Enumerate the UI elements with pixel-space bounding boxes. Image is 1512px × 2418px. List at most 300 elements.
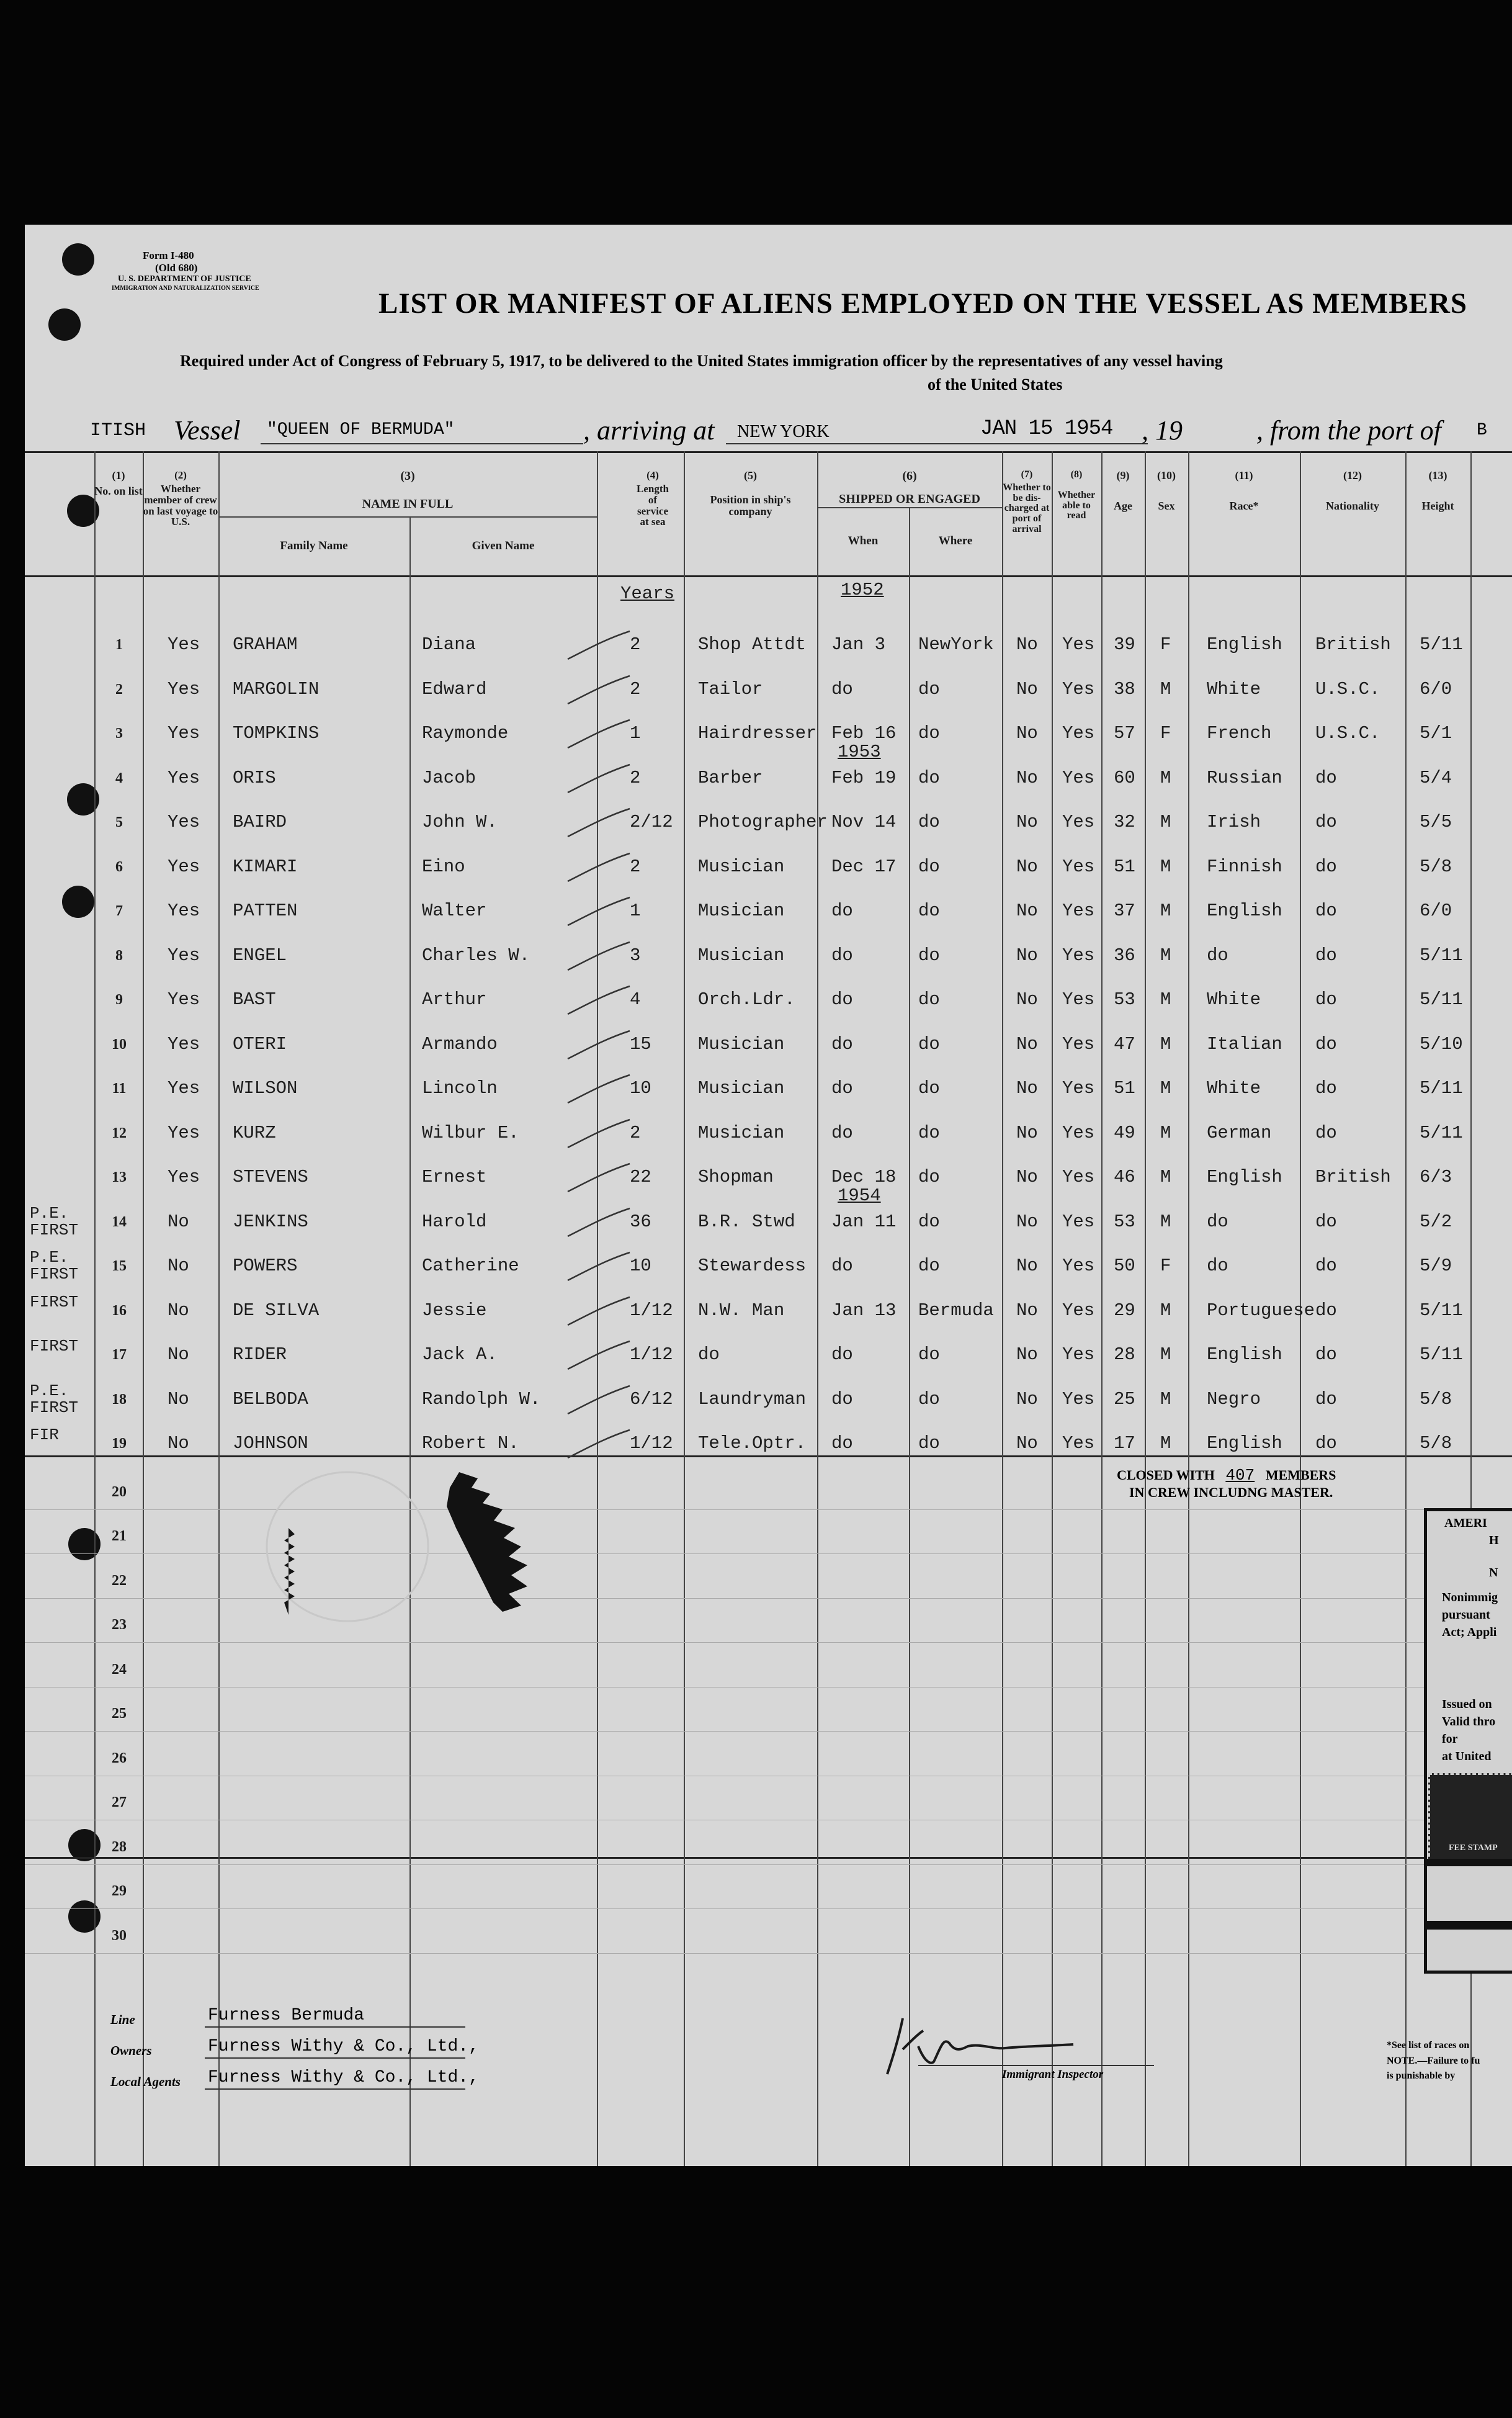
col-header-7: (7) Whether to be dis-charged at port of arrival: [1003, 469, 1051, 534]
cell-given: Robert N.: [422, 1433, 519, 1454]
cell-height: 5/11: [1420, 1300, 1463, 1321]
cell-disch: No: [1016, 767, 1038, 788]
cell-age: 36: [1114, 945, 1135, 966]
cell-given: Armando: [422, 1033, 498, 1054]
cell-height: 5/11: [1420, 1078, 1463, 1099]
cell-disch: No: [1016, 856, 1038, 877]
cell-height: 5/4: [1420, 767, 1452, 788]
col-header-6b: Where: [938, 534, 973, 547]
cell-given: Harold: [422, 1211, 487, 1232]
cell-sex: M: [1160, 1344, 1171, 1365]
binder-hole: [68, 1900, 101, 1933]
cell-given: John W.: [422, 812, 498, 832]
cell-height: 5/11: [1420, 1122, 1463, 1143]
check-mark: [565, 628, 633, 665]
cell-sex: M: [1160, 1300, 1171, 1321]
row-number: 27: [112, 1794, 127, 1810]
cell-given: Wilbur E.: [422, 1122, 519, 1143]
cell-age: 53: [1114, 1211, 1135, 1232]
check-mark: [565, 1028, 633, 1065]
cell-crew: Yes: [168, 989, 200, 1010]
arrival-port: NEW YORK: [737, 422, 830, 441]
cell-crew: Yes: [168, 1167, 200, 1187]
cell-height: 5/11: [1420, 1344, 1463, 1365]
cell-race: English: [1207, 1344, 1282, 1365]
cell-where: do: [918, 812, 940, 832]
cell-nat: do: [1315, 1078, 1337, 1099]
cell-given: Charles W.: [422, 945, 530, 966]
cell-height: 5/8: [1420, 1433, 1452, 1454]
cell-crew: Yes: [168, 767, 200, 788]
cell-family: POWERS: [233, 1256, 298, 1276]
cell-service: 1/12: [630, 1433, 673, 1454]
owners-label: Owners: [110, 2043, 152, 2058]
cell-nat: do: [1315, 1300, 1337, 1321]
cell-race: White: [1207, 678, 1261, 699]
cell-age: 39: [1114, 634, 1135, 655]
cell-race: Irish: [1207, 812, 1261, 832]
cell-age: 29: [1114, 1300, 1135, 1321]
cell-position: B.R. Stwd: [698, 1211, 795, 1232]
cell-position: Photographer: [698, 812, 828, 832]
cell-age: 50: [1114, 1256, 1135, 1276]
cell-height: 5/11: [1420, 945, 1463, 966]
cell-race: White: [1207, 1078, 1261, 1099]
cell-race: Portuguese: [1207, 1300, 1315, 1321]
cell-read: Yes: [1062, 945, 1095, 966]
cell-given: Walter: [422, 901, 487, 921]
cell-when: Feb 16: [831, 723, 897, 744]
cell-nat: do: [1315, 1256, 1337, 1276]
cell-given: Catherine: [422, 1256, 519, 1276]
check-mark: [565, 894, 633, 932]
cell-disch: No: [1016, 989, 1038, 1010]
cell-height: 5/8: [1420, 1388, 1452, 1409]
cell-where: do: [918, 1167, 940, 1187]
cell-disch: No: [1016, 723, 1038, 744]
document-subtitle-2: of the United States: [928, 375, 1063, 393]
cell-family: JENKINS: [233, 1211, 308, 1232]
cell-sex: M: [1160, 1122, 1171, 1143]
class-annotation: FIRST: [30, 1292, 79, 1311]
class-annotation: FIR: [30, 1426, 59, 1444]
cell-disch: No: [1016, 901, 1038, 921]
cell-race: German: [1207, 1122, 1272, 1143]
cell-nat: do: [1315, 1033, 1337, 1054]
cell-height: 6/0: [1420, 901, 1452, 921]
ruled-line: [25, 1731, 1512, 1732]
cell-position: Laundryman: [698, 1388, 807, 1409]
cell-sex: M: [1160, 1033, 1171, 1054]
row-number: 19: [112, 1436, 127, 1452]
cell-family: BELBODA: [233, 1388, 308, 1409]
cell-sex: M: [1160, 1433, 1171, 1454]
col-header-9: (9) Age: [1114, 469, 1132, 512]
cell-when-year: 1954: [838, 1185, 881, 1206]
cell-nat: do: [1315, 901, 1337, 921]
cell-when-year: 1953: [838, 742, 881, 762]
from-port-value: B: [1477, 421, 1487, 440]
row-number: 3: [115, 726, 123, 742]
year-label: , 19: [1142, 415, 1183, 446]
cell-race: English: [1207, 1433, 1282, 1454]
row-number: 14: [112, 1213, 127, 1230]
check-mark: [565, 1161, 633, 1198]
cell-crew: Yes: [168, 723, 200, 744]
cell-age: 37: [1114, 901, 1135, 921]
cell-nat: do: [1315, 1344, 1337, 1365]
cell-position: Musician: [698, 856, 785, 877]
cell-read: Yes: [1062, 1256, 1095, 1276]
cell-age: 51: [1114, 1078, 1135, 1099]
cell-service: 22: [630, 1167, 651, 1187]
col-header-6: (6) SHIPPED OR ENGAGED: [839, 469, 980, 506]
row-number: 24: [112, 1661, 127, 1678]
cell-family: WILSON: [233, 1078, 298, 1099]
document-title: LIST OR MANIFEST OF ALIENS EMPLOYED ON THE VESSEL AS MEMBERS: [378, 287, 1468, 320]
cell-nat: do: [1315, 989, 1337, 1010]
cell-given: Lincoln: [422, 1078, 498, 1099]
cell-crew: Yes: [168, 1122, 200, 1143]
cell-crew: No: [168, 1344, 189, 1365]
check-mark: [565, 1072, 633, 1109]
cell-sex: F: [1160, 1256, 1171, 1276]
col-header-12: (12) Nationality: [1325, 469, 1379, 512]
cell-family: DE SILVA: [233, 1300, 320, 1321]
row-number: 21: [112, 1528, 127, 1544]
years-unit-label: Years: [620, 583, 675, 604]
cell-when: Dec 17: [831, 856, 897, 877]
cell-service: 4: [630, 989, 641, 1010]
cell-family: RIDER: [233, 1344, 287, 1365]
cell-race: English: [1207, 634, 1282, 655]
cell-race: do: [1207, 1256, 1228, 1276]
arrival-date-stamp: JAN 15 1954: [980, 417, 1113, 441]
cell-sex: M: [1160, 1167, 1171, 1187]
cell-sex: M: [1160, 767, 1171, 788]
cell-where: do: [918, 856, 940, 877]
cell-family: OTERI: [233, 1033, 287, 1054]
form-service: IMMIGRATION AND NATURALIZATION SERVICE: [112, 285, 259, 292]
cell-where: do: [918, 1256, 940, 1276]
row-number: 4: [115, 770, 123, 786]
cell-sex: F: [1160, 634, 1171, 655]
row-number: 13: [112, 1169, 127, 1185]
row-number: 29: [112, 1883, 127, 1899]
cell-position: Tailor: [698, 678, 763, 699]
cell-service: 3: [630, 945, 641, 966]
cell-family: ENGEL: [233, 945, 287, 966]
cell-when: do: [831, 1433, 853, 1454]
ruled-line: [25, 1642, 1512, 1643]
cell-service: 2/12: [630, 812, 673, 832]
cell-service: 2: [630, 856, 641, 877]
binder-hole: [62, 243, 94, 276]
cell-when: Dec 18: [831, 1167, 897, 1187]
cell-read: Yes: [1062, 1211, 1095, 1232]
cell-read: Yes: [1062, 856, 1095, 877]
cell-given: Jack A.: [422, 1344, 498, 1365]
cell-when: Jan 11: [831, 1211, 897, 1232]
cell-where: do: [918, 989, 940, 1010]
cell-position: Hairdresser: [698, 723, 817, 744]
cell-height: 5/10: [1420, 1033, 1463, 1054]
manifest-sheet: [25, 225, 1512, 2166]
check-mark: [565, 762, 633, 799]
penalty-note: is punishable by: [1387, 2070, 1456, 2081]
cell-nat: do: [1315, 1388, 1337, 1409]
cell-where: do: [918, 901, 940, 921]
cell-nat: do: [1315, 767, 1337, 788]
row-number: 23: [112, 1617, 127, 1633]
cell-family: PATTEN: [233, 901, 298, 921]
check-mark: [565, 983, 633, 1020]
cell-position: Musician: [698, 1122, 785, 1143]
agents-value: Furness Withy & Co., Ltd.,: [208, 2068, 479, 2087]
binder-hole: [48, 308, 81, 341]
cell-height: 5/8: [1420, 856, 1452, 877]
cell-position: Musician: [698, 901, 785, 921]
cell-sex: M: [1160, 989, 1171, 1010]
cell-given: Arthur: [422, 989, 487, 1010]
cell-family: STEVENS: [233, 1167, 308, 1187]
cell-race: White: [1207, 989, 1261, 1010]
cell-race: English: [1207, 901, 1282, 921]
cell-sex: M: [1160, 901, 1171, 921]
document-subtitle: Required under Act of Congress of February 5, 1917, to be delivered to the United States immigration officer by the representatives of any vessel having: [180, 352, 1223, 370]
seal-ribbon-mark: [434, 1472, 540, 1615]
cell-service: 15: [630, 1033, 651, 1054]
cell-age: 46: [1114, 1167, 1135, 1187]
vessel-label: Vessel: [174, 415, 241, 446]
cell-age: 25: [1114, 1388, 1135, 1409]
row-number: 8: [115, 947, 123, 964]
cell-disch: No: [1016, 812, 1038, 832]
check-mark: [565, 1383, 633, 1420]
col-header-1: (1) No. on list: [94, 469, 143, 497]
cell-age: 28: [1114, 1344, 1135, 1365]
col-header-5: (5) Position in ship's company: [710, 469, 791, 518]
cell-where: do: [918, 1344, 940, 1365]
cell-where: do: [918, 1078, 940, 1099]
cell-age: 53: [1114, 989, 1135, 1010]
cell-where: do: [918, 1033, 940, 1054]
row-number: 10: [112, 1036, 127, 1053]
cell-family: MARGOLIN: [233, 678, 320, 699]
cell-given: Diana: [422, 634, 476, 655]
row-number: 7: [115, 903, 123, 919]
row-number: 28: [112, 1838, 127, 1855]
check-mark: [565, 939, 633, 976]
cell-race: Italian: [1207, 1033, 1282, 1054]
failure-note: NOTE.—Failure to fu: [1387, 2056, 1480, 2066]
col-header-8: (8) Whether able to read: [1057, 469, 1096, 521]
ruled-line: [25, 1908, 1512, 1909]
cell-race: do: [1207, 1211, 1228, 1232]
cell-read: Yes: [1062, 634, 1095, 655]
cell-where: do: [918, 1388, 940, 1409]
cell-family: ORIS: [233, 767, 276, 788]
cell-crew: Yes: [168, 1033, 200, 1054]
cell-when: do: [831, 945, 853, 966]
cell-crew: Yes: [168, 678, 200, 699]
cell-family: BAST: [233, 989, 276, 1010]
cell-when: Jan 3: [831, 634, 886, 655]
ruled-line: [25, 1553, 1512, 1554]
cell-age: 32: [1114, 812, 1135, 832]
binder-hole: [62, 886, 94, 918]
cell-when: do: [831, 1033, 853, 1054]
cell-height: 5/11: [1420, 989, 1463, 1010]
cell-crew: Yes: [168, 634, 200, 655]
cell-disch: No: [1016, 678, 1038, 699]
cell-age: 60: [1114, 767, 1135, 788]
cell-disch: No: [1016, 1122, 1038, 1143]
cell-race: do: [1207, 945, 1228, 966]
cell-when: do: [831, 1078, 853, 1099]
cell-height: 5/11: [1420, 634, 1463, 655]
row-number: 2: [115, 681, 123, 698]
agents-label: Local Agents: [110, 2074, 181, 2089]
cell-when: Nov 14: [831, 812, 897, 832]
class-annotation: P.E. FIRST: [30, 1203, 79, 1239]
cell-nat: U.S.C.: [1315, 678, 1380, 699]
closing-remark-2: IN CREW INCLUDNG MASTER.: [1129, 1485, 1333, 1500]
visa-card: AMERI H N Nonimmig pursuant Act; Appli Issued on Valid thro for at United FEE STAMP: [1424, 1508, 1512, 1974]
cell-read: Yes: [1062, 1033, 1095, 1054]
cell-read: Yes: [1062, 1122, 1095, 1143]
cell-position: Tele.Optr.: [698, 1433, 807, 1454]
cell-age: 47: [1114, 1033, 1135, 1054]
owners-value: Furness Withy & Co., Ltd.,: [208, 2037, 479, 2056]
cell-read: Yes: [1062, 812, 1095, 832]
row-number: 12: [112, 1125, 127, 1141]
col-header-3: (3) NAME IN FULL: [362, 469, 454, 511]
row-number: 1: [115, 637, 123, 653]
col-header-11: (11) Race*: [1229, 469, 1259, 512]
col-header-3a: Family Name: [280, 539, 348, 552]
cell-disch: No: [1016, 945, 1038, 966]
cell-read: Yes: [1062, 901, 1095, 921]
cell-nat: do: [1315, 1122, 1337, 1143]
cell-nat: British: [1315, 1167, 1391, 1187]
col-header-13: (13) Height: [1421, 469, 1454, 512]
cell-position: Barber: [698, 767, 763, 788]
cell-when: do: [831, 901, 853, 921]
ruled-line: [25, 1864, 1512, 1865]
arriving-label: , arriving at: [583, 415, 715, 446]
cell-where: Bermuda: [918, 1300, 994, 1321]
line-value: Furness Bermuda: [208, 2006, 365, 2025]
check-mark: [565, 1294, 633, 1331]
cell-given: Raymonde: [422, 723, 509, 744]
cell-sex: M: [1160, 1078, 1171, 1099]
cell-sex: F: [1160, 723, 1171, 744]
cell-disch: No: [1016, 634, 1038, 655]
col-header-4: (4) Length of service at sea: [637, 469, 669, 528]
cell-disch: No: [1016, 1433, 1038, 1454]
cell-crew: Yes: [168, 1078, 200, 1099]
cell-when: do: [831, 678, 853, 699]
cell-crew: Yes: [168, 856, 200, 877]
cell-given: Eino: [422, 856, 465, 877]
check-mark: [565, 806, 633, 843]
cell-service: 1/12: [630, 1300, 673, 1321]
cell-position: Musician: [698, 1078, 785, 1099]
cell-when: Jan 13: [831, 1300, 897, 1321]
cell-service: 6/12: [630, 1388, 673, 1409]
check-mark: [565, 1427, 633, 1464]
cell-given: Edward: [422, 678, 487, 699]
check-mark: [565, 1117, 633, 1154]
cell-position: Orch.Ldr.: [698, 989, 795, 1010]
cell-disch: No: [1016, 1167, 1038, 1187]
cell-race: Negro: [1207, 1388, 1261, 1409]
cell-nat: do: [1315, 812, 1337, 832]
cell-family: KURZ: [233, 1122, 276, 1143]
cell-read: Yes: [1062, 1167, 1095, 1187]
row-number: 9: [115, 992, 123, 1008]
cell-position: Stewardess: [698, 1256, 807, 1276]
cell-where: do: [918, 1122, 940, 1143]
cell-service: 10: [630, 1256, 651, 1276]
cell-sex: M: [1160, 1211, 1171, 1232]
cell-crew: No: [168, 1300, 189, 1321]
cell-height: 5/9: [1420, 1256, 1452, 1276]
cell-position: Musician: [698, 945, 785, 966]
row-number: 25: [112, 1706, 127, 1722]
cell-nat: U.S.C.: [1315, 723, 1380, 744]
cell-where: do: [918, 678, 940, 699]
cell-when: Feb 19: [831, 767, 897, 788]
check-mark: [565, 1205, 633, 1243]
cell-race: French: [1207, 723, 1272, 744]
cell-service: 2: [630, 678, 641, 699]
cell-nat: do: [1315, 945, 1337, 966]
cell-position: N.W. Man: [698, 1300, 785, 1321]
ruled-line: [25, 1953, 1512, 1954]
form-department: U. S. DEPARTMENT OF JUSTICE: [118, 274, 251, 284]
cell-height: 5/5: [1420, 812, 1452, 832]
cell-family: JOHNSON: [233, 1433, 308, 1454]
row-number: 26: [112, 1750, 127, 1766]
class-annotation: P.E. FIRST: [30, 1381, 79, 1417]
check-mark: [565, 1249, 633, 1287]
class-annotation: FIRST: [30, 1337, 79, 1355]
cell-when: do: [831, 1388, 853, 1409]
cell-read: Yes: [1062, 723, 1095, 744]
check-mark: [565, 717, 633, 754]
cell-crew: No: [168, 1433, 189, 1454]
closing-remark: CLOSED WITH 407 MEMBERS: [1117, 1466, 1336, 1485]
cell-service: 36: [630, 1211, 651, 1232]
cell-given: Jessie: [422, 1300, 487, 1321]
cell-family: BAIRD: [233, 812, 287, 832]
cell-race: English: [1207, 1167, 1282, 1187]
cell-sex: M: [1160, 1388, 1171, 1409]
cell-read: Yes: [1062, 678, 1095, 699]
row-number: 18: [112, 1391, 127, 1408]
col-header-3b: Given Name: [472, 539, 535, 552]
line-label: Line: [110, 2012, 135, 2027]
ruled-line: [25, 1687, 1512, 1688]
ruled-line: [25, 1598, 1512, 1599]
cell-given: Ernest: [422, 1167, 487, 1187]
cell-position: Musician: [698, 1033, 785, 1054]
cell-crew: No: [168, 1211, 189, 1232]
cell-height: 5/1: [1420, 723, 1452, 744]
col-header-2: (2) Whether member of crew on last voyage to U.S.: [143, 469, 218, 528]
